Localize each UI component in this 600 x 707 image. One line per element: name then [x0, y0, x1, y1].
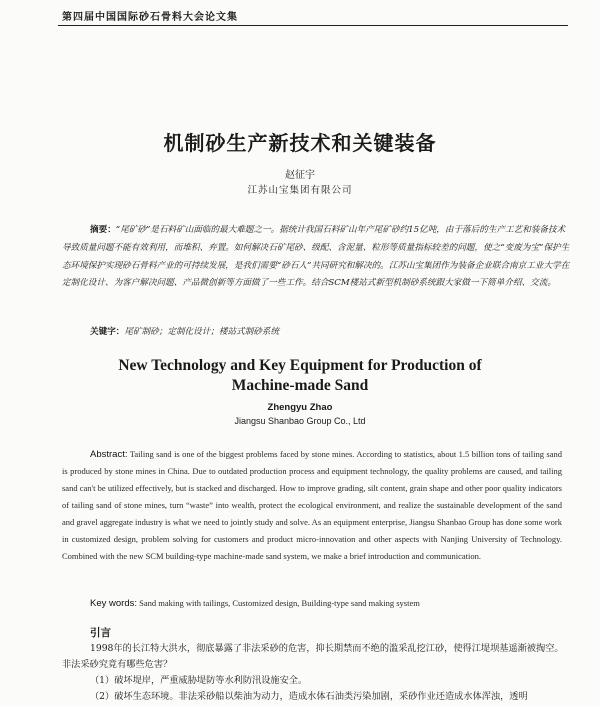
keywords-english — [90, 598, 570, 609]
introduction-body — [62, 641, 572, 705]
abstract-english — [62, 446, 562, 565]
abstract-english-label: Abstract: — [90, 449, 128, 460]
abstract-chinese-label: 摘要： — [90, 225, 116, 235]
title-chinese: 机制砂生产新技术和关键装备 — [163, 131, 437, 155]
title-english — [0, 356, 600, 395]
abstract-chinese-text: “尾矿砂”是石料矿山面临的最大难题之一。据统计我国石料矿山年产尾矿砂约15亿吨，由于落后的生产工艺和装备技术导致质量问题不能有效利用，而堆积、弃置。如何解决石矿尾砂、级配、含泥量、粒形等质量指标较差的问题，使之“变废为宝”保护生态环境保护实现砂石骨料产业的可持续发展，是我们需要“砂石人”共同研究和解决的。江苏山宝集团作为装备企业联合南京工业大学在定制化设计、为客户解决问题、产品微创新等方面做了一些工作。结合SCM楼站式新型机制砂系统跟大家做一下简单介绍、交流。 — [62, 225, 570, 289]
introduction-paragraph: 1998年的长江特大洪水，彻底暴露了非法采砂的危害，抑长期禁而不绝的滥采乱挖江砂，使得江堤坝基遥渐被掏空。非法采砂究竟有哪些危害？ — [62, 643, 564, 670]
author-english: Zhengyu Zhao — [267, 402, 333, 413]
keywords-english-label: Key words: — [90, 598, 137, 609]
keywords-chinese — [90, 325, 570, 337]
introduction-list-item: （2）破坏生态环境。非法采砂船以柴油为动力，造成水体石油类污染加剧，采砂作业还造成水体浑浊，透明 — [90, 691, 528, 702]
header-rule — [58, 25, 568, 26]
author-chinese: 赵征宇 — [285, 170, 315, 181]
affiliation-english: Jiangsu Shanbao Group Co., Ltd — [234, 416, 366, 426]
running-header: 第四届中国国际砂石骨料大会论文集 — [62, 12, 238, 23]
title-english-line2: Machine-made Sand — [231, 376, 369, 394]
keywords-english-text: Sand making with tailings, Customized design, Building-type sand making system — [139, 598, 420, 608]
affiliation-chinese: 江苏山宝集团有限公司 — [247, 185, 353, 196]
section-heading-introduction: 引言 — [90, 627, 111, 639]
title-english-line1: New Technology and Key Equipment for Production of — [118, 357, 482, 374]
keywords-chinese-text: 尾矿制砂；定制化设计；楼站式制砂系统 — [124, 327, 280, 337]
abstract-english-text: Tailing sand is one of the biggest problems faced by stone mines. According to statistics, about 1.5 billion tons of tailing sand is produced by stone mines in China. Due to outdated production process and equipment technology, the quality problems are caused, and tailing sand can't be utilized effectively, but is stacked and discharged. How to improve grading, silt content, grain shape and other poor quality indicators of tailing sand of stone mines, turn “waste” into wealth, protect the ecological environment, and realize the sustainable development of the sand and gravel aggregate industry is what we need to jointly study and solve. As an equipment enterprise, Jiangsu Shanbao Group has done some work in customized design, problem solving for customers and product micro-innovation and other aspects with Nanjing University of Technology. Combined with the new SCM building-type machine-made sand system, we make a brief introduction and communication. — [62, 449, 562, 561]
keywords-chinese-label: 关键字： — [90, 327, 125, 337]
introduction-list-item: （1）破坏堤岸，严重威胁堤防等水利防汛设施安全。 — [90, 675, 308, 686]
abstract-chinese — [62, 222, 572, 293]
